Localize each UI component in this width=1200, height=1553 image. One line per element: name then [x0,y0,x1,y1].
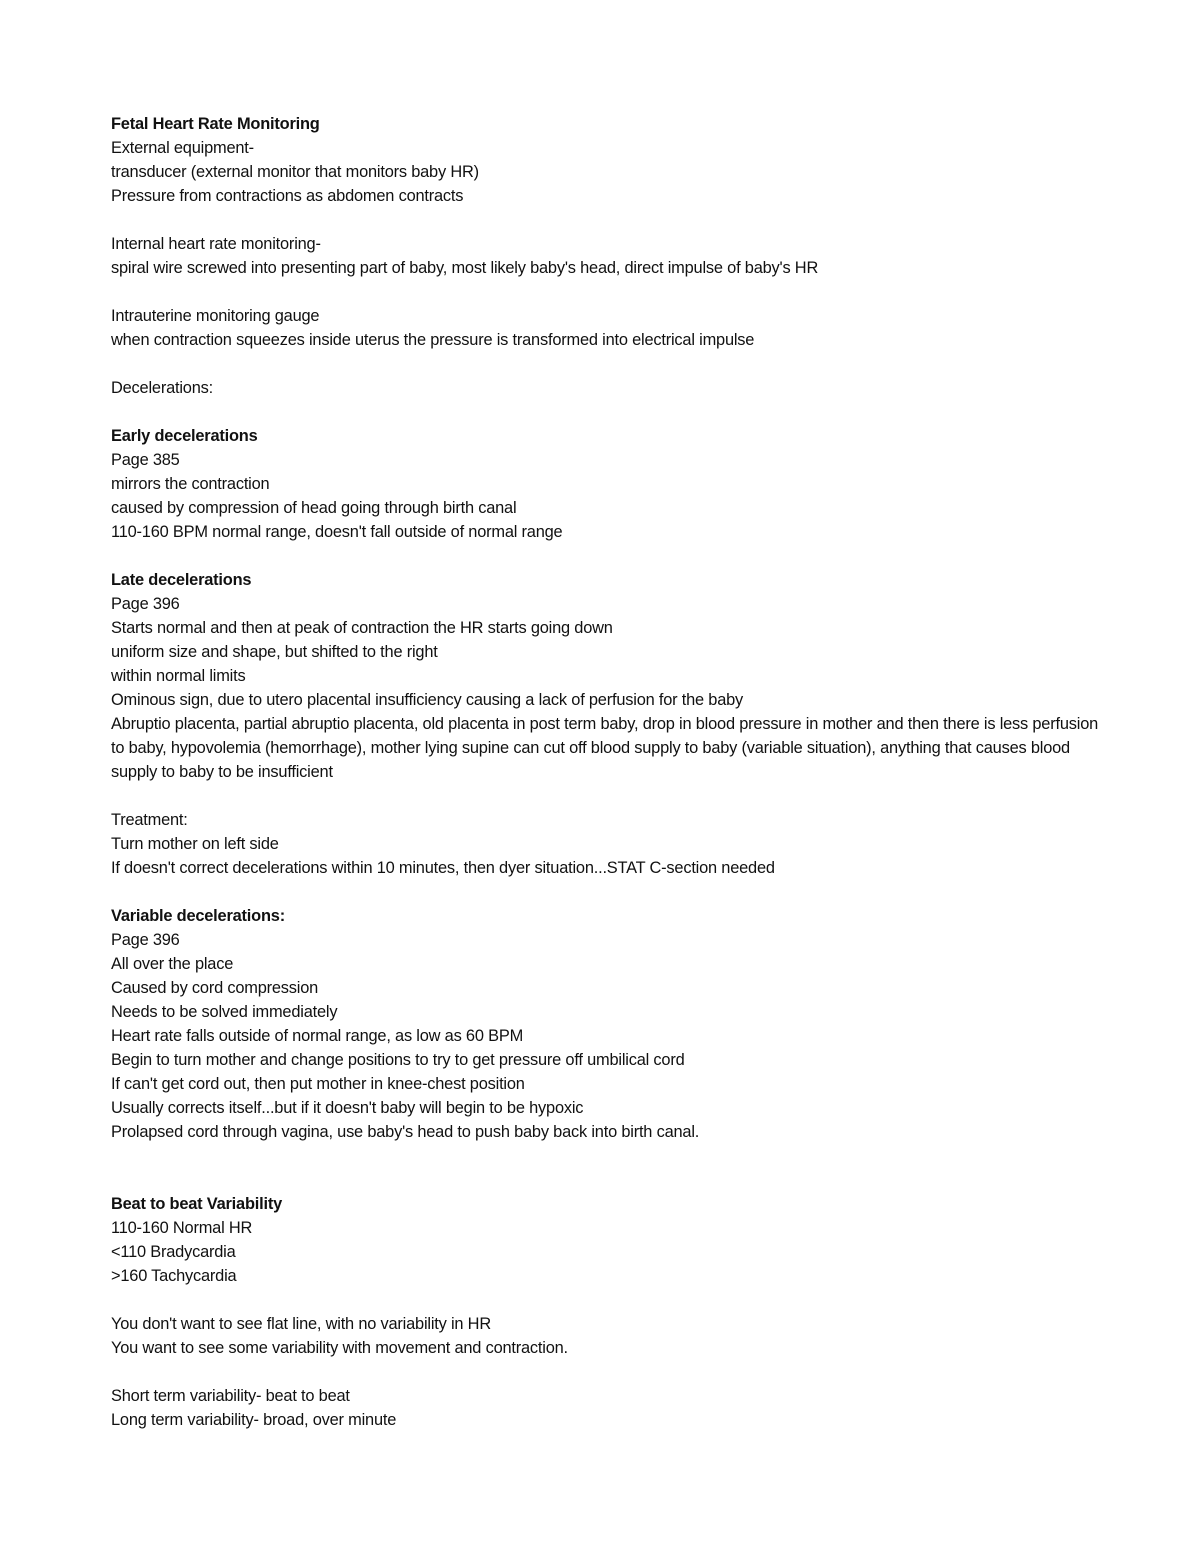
text-line: caused by compression of head going through birth canal [111,499,517,517]
text-line: Page 385 [111,451,180,469]
text-line: Usually corrects itself...but if it doesn't baby will begin to be hypoxic [111,1099,584,1117]
text-line: If doesn't correct decelerations within 10 minutes, then dyer situation...STAT C-section needed [111,859,775,877]
text-line: mirrors the contraction [111,475,270,493]
text-line: Begin to turn mother and change positions to try to get pressure off umbilical cord [111,1051,685,1069]
text-line: Pressure from contractions as abdomen contracts [111,187,464,205]
text-line: Turn mother on left side [111,835,279,853]
blank-line [111,880,1101,904]
text-line: You don't want to see flat line, with no variability in HR [111,1315,491,1333]
text-line: Short term variability- beat to beat [111,1387,350,1405]
text-line: Needs to be solved immediately [111,1003,338,1021]
text-line: External equipment- [111,139,254,157]
section-heading: Fetal Heart Rate Monitoring [111,115,320,133]
section-heading: Late decelerations [111,571,252,589]
text-line: You want to see some variability with movement and contraction. [111,1339,568,1357]
text-line: uniform size and shape, but shifted to the right [111,643,438,661]
blank-line [111,352,1101,376]
blank-line [111,1360,1101,1384]
text-line: Internal heart rate monitoring- [111,235,321,253]
text-line: Intrauterine monitoring gauge [111,307,320,325]
blank-line [111,1168,1101,1192]
text-line: All over the place [111,955,234,973]
blank-line [111,400,1101,424]
text-line: If can't get cord out, then put mother in knee-chest position [111,1075,525,1093]
text-line: within normal limits [111,667,246,685]
blank-line [111,544,1101,568]
text-line: spiral wire screwed into presenting part of baby, most likely baby's head, direct impulse of baby's HR [111,259,819,277]
text-line: Page 396 [111,931,180,949]
document-page [111,112,1101,1432]
text-line: when contraction squeezes inside uterus the pressure is transformed into electrical impulse [111,331,755,349]
text-line: 110-160 BPM normal range, doesn't fall outside of normal range [111,523,563,541]
text-line: transducer (external monitor that monitors baby HR) [111,163,479,181]
section-heading: Early decelerations [111,427,258,445]
text-line: Starts normal and then at peak of contraction the HR starts going down [111,619,613,637]
text-line: 110-160 Normal HR [111,1219,253,1237]
text-line: Ominous sign, due to utero placental insufficiency causing a lack of perfusion for the baby [111,691,744,709]
section-heading: Beat to beat Variability [111,1195,282,1213]
blank-line [111,1288,1101,1312]
text-line: Decelerations: [111,379,213,397]
text-line: Caused by cord compression [111,979,319,997]
section-heading: Variable decelerations: [111,907,285,925]
text-line: Treatment: [111,811,188,829]
text-line: Prolapsed cord through vagina, use baby's head to push baby back into birth canal. [111,1123,700,1141]
text-line: Page 396 [111,595,180,613]
text-line: <110 Bradycardia [111,1243,236,1261]
blank-line [111,208,1101,232]
text-line: >160 Tachycardia [111,1267,237,1285]
text-line: Heart rate falls outside of normal range, as low as 60 BPM [111,1027,524,1045]
text-line: Abruptio placenta, partial abruptio placenta, old placenta in post term baby, drop in blood pressure in mother and then there is less perfusion to baby, hypovolemia (hemorrhage), mother lying supine can cut off blood supply to baby (variable situation), anything that causes blood supply to baby to be insufficient [111,715,1099,781]
blank-line [111,280,1101,304]
blank-line [111,784,1101,808]
blank-line [111,1144,1101,1168]
text-line: Long term variability- broad, over minute [111,1411,397,1429]
